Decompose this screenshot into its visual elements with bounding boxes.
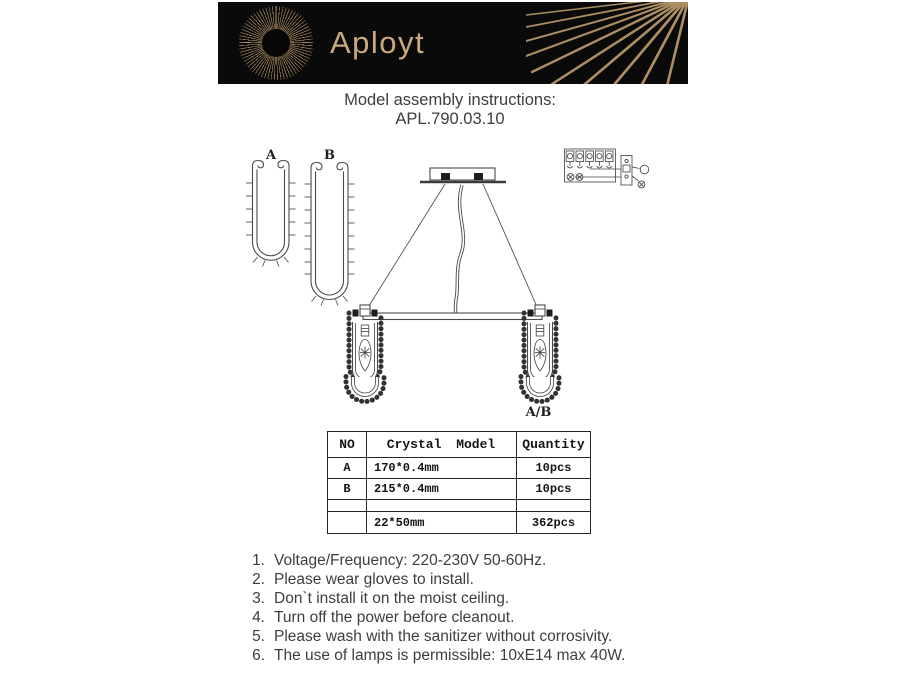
- cell-no: [328, 512, 367, 534]
- cell-no: B: [328, 479, 367, 500]
- instructions-title: Model assembly instructions:: [344, 91, 556, 109]
- table-row: [328, 479, 591, 500]
- item-text: Turn off the power before cleanout.: [274, 609, 515, 626]
- label-b: B: [324, 148, 335, 163]
- instruction-list: [243, 551, 625, 665]
- model-number: APL.790.03.10: [395, 110, 505, 128]
- instruction-item: [243, 551, 625, 570]
- item-text: The use of lamps is permissible: 10xE14 max 40W.: [274, 647, 626, 664]
- item-number: 4.: [252, 609, 265, 626]
- cell-model: 215*0.4mm: [367, 479, 517, 500]
- item-number: 3.: [252, 590, 265, 607]
- parts-table: [327, 431, 591, 534]
- parts-table-header-row: [328, 432, 591, 458]
- crystal-strand-a-diagram: [246, 148, 296, 267]
- title-block: [0, 91, 900, 129]
- item-number: 1.: [252, 552, 265, 569]
- cell-model: [367, 500, 517, 512]
- cell-model: 170*0.4mm: [367, 458, 517, 479]
- wiring-terminal-diagram: [565, 149, 649, 188]
- item-text: Please wear gloves to install.: [274, 571, 474, 588]
- instruction-item: [243, 646, 625, 665]
- cell-quantity: 10pcs: [517, 479, 591, 500]
- item-text: Please wash with the sanitizer without corrosivity.: [274, 628, 613, 645]
- chandelier-diagram: [346, 168, 559, 420]
- instruction-item: [243, 570, 625, 589]
- cell-model: 22*50mm: [367, 512, 517, 534]
- item-number: 2.: [252, 571, 265, 588]
- item-text: Don`t install it on the moist ceiling.: [274, 590, 510, 607]
- brand-name: Aployt: [330, 25, 426, 60]
- table-row: [328, 458, 591, 479]
- crystal-strand-b-diagram: [305, 148, 355, 306]
- cell-quantity: [517, 500, 591, 512]
- label-ab: A/B: [525, 405, 552, 420]
- cell-no: A: [328, 458, 367, 479]
- cell-quantity: 10pcs: [517, 458, 591, 479]
- banner-rays-icon: [526, 2, 688, 84]
- table-row: [328, 500, 591, 512]
- label-a: A: [265, 148, 277, 163]
- item-number: 5.: [252, 628, 265, 645]
- instruction-item: [243, 627, 625, 646]
- cell-no: [328, 500, 367, 512]
- header-no: NO: [328, 432, 367, 458]
- brand-banner: [218, 2, 688, 84]
- header-quantity: Quantity: [517, 432, 591, 458]
- item-text: Voltage/Frequency: 220-230V 50-60Hz.: [274, 552, 547, 569]
- brand-logo-icon: [239, 6, 313, 80]
- instruction-item: [243, 608, 625, 627]
- table-row: [328, 512, 591, 534]
- instruction-item: [243, 589, 625, 608]
- header-crystal-model: Crystal Model: [367, 432, 517, 458]
- item-number: 6.: [252, 647, 265, 664]
- cell-quantity: 362pcs: [517, 512, 591, 534]
- assembly-diagram: [225, 132, 695, 432]
